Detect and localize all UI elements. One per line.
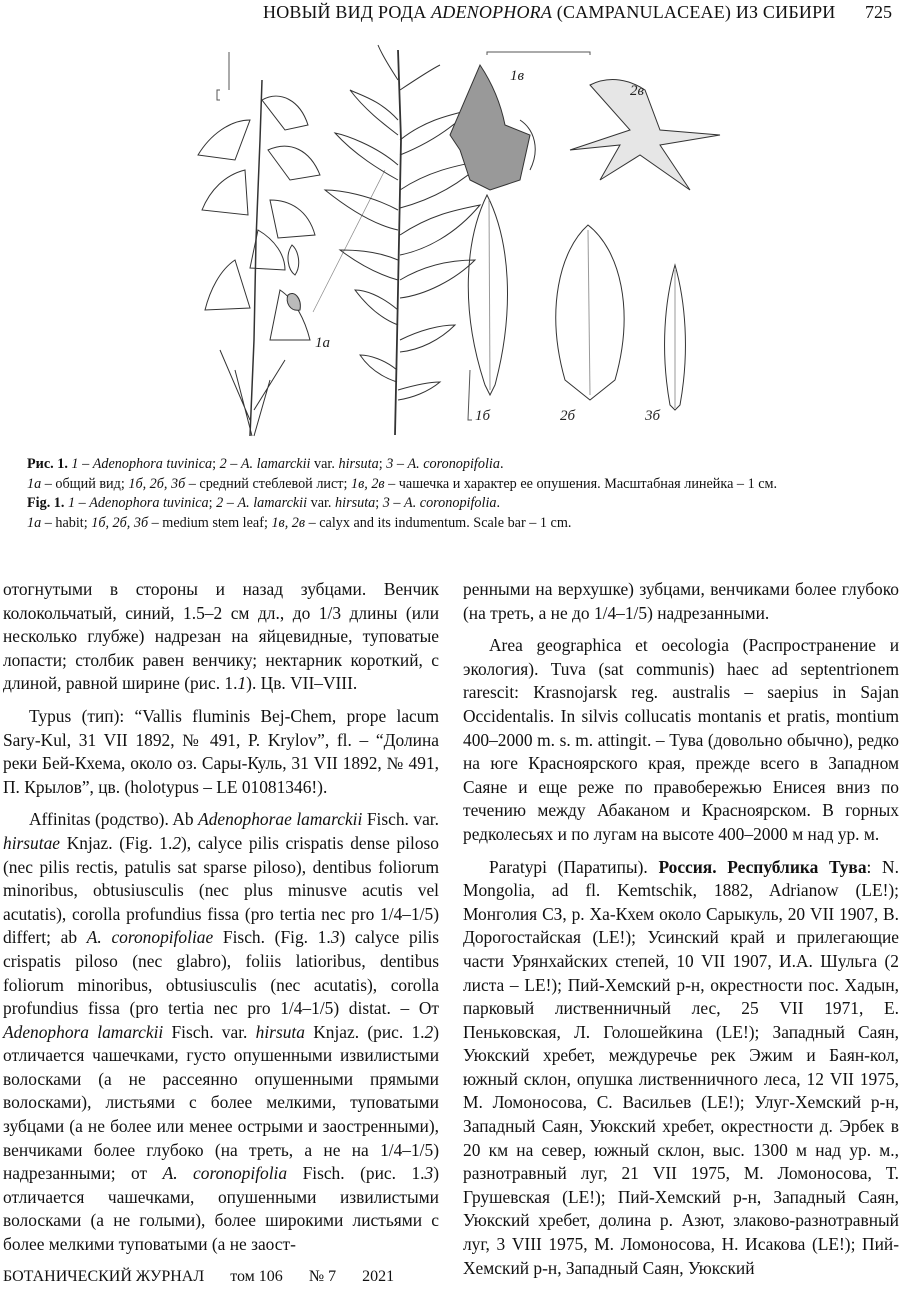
label-1b: 1б [475, 408, 491, 424]
paragraph-text: : N. Mongolia, ad fl. Kemtschik, 1882, Adrianow (LE!); Монголия СЗ, р. Ха-Кхем около Сарыкуль, 20 VII 1907, В. Дорогостайская (LE!); Усинский край и прилегающие части Урянхайских степей, 10 VII 1907, И.А. Шульга (2 листа – LE!); Пий-Хемский р-н, окрестности пос. Хадын, парковый лиственничный лес, 25 VII 1971, Е. Пеньковская, Л. Голошейкина (LE!); Западный Саян, Уюкский хребет, междуречье рек Эжим и Баян-кол, южный склон, опушка лиственничного леса, 12 VII 1975, М. Ломоносова, С. Васильев (LE!); Улуг-Хемский р-н, Западный Саян, Уюкский хребет, окрестности д. Эрбек в 20 км на север, южный склон, выс. 1300 м над ур. м., разнотравный луг, 21 VII 1975, М. Ломоносова, Т. Грушевская (LE!); Пий-Хемский р-н, Западный Саян, Уюкский хребет, долина р. Азют, злаково-разнотравный луг, 3 VIII 1975, М. Ломоносова, Н. Исакова (LE!); Пий-Хемский р-н, Западный Саян, Уюкский [463, 856, 899, 1278]
label-2b: 2б [560, 408, 576, 424]
caption-num: 1 [67, 495, 76, 511]
caption-species: hirsuta [335, 495, 376, 511]
paragraph-text: Fisch. (Fig. 1. [213, 927, 331, 948]
caption-num: 2 [219, 456, 227, 472]
paragraph-text: ) отличается чашечками, густо опушенными извилистыми волосками (а не рассеянно опушенными прямыми волосками), листьями с более мелкими, туповатыми зубцами (а не более или менее острыми и заостренными), венчиками более глубоко (на треть, а не на 1/4–1/5) надрезанными; от [3, 1021, 439, 1184]
figure-ref: 1 [237, 673, 247, 694]
caption-ru-details [27, 475, 877, 495]
plant-2-stem-drawing [325, 45, 485, 435]
caption-species: A. lamarckii [237, 495, 308, 511]
paragraph-text: отогнутыми в стороны и назад зубцами. Венчик колокольчатый, синий, 1.5–2 см дл., до 1/3 длины (или несколько глубже) надрезан на яйцевидные, туповатые лопасти; столбик равен венчику; нектарник короткий, с длиной, равной ширине (рис. 1. [3, 579, 439, 694]
plant-1a-drawing [198, 52, 385, 436]
running-title-pre: НОВЫЙ ВИД РОДА [263, 2, 432, 22]
species-name: A. coronopifoliae [86, 927, 214, 948]
caption-key: 1в, 2в [271, 514, 306, 531]
caption-species: A. coronopifolia [407, 456, 500, 472]
caption-text: – общий вид; [41, 475, 129, 492]
figure-ref: 2 [424, 1021, 434, 1042]
leaf-1b-drawing [468, 195, 507, 420]
caption-num: 3 [386, 456, 394, 472]
caption-key: 1б, 2б, 3б [91, 514, 149, 531]
paragraph-text: ). Цв. VII–VIII. [246, 673, 358, 694]
region-heading: Россия. Республика Тува [658, 856, 867, 877]
species-name: Adenophora lamarckii [3, 1021, 164, 1042]
caption-text: – calyx and its indumentum. Scale bar – 1 cm. [305, 514, 572, 531]
paragraph-text: ) отличается чашечками, опушенными извилистыми волосками (а не голыми), более широкими листьями с более мелкими туповатыми (а не заост- [3, 1163, 439, 1255]
caption-key: 1б, 2б, 3б [128, 475, 186, 492]
caption-species: A. coronopifolia [404, 495, 497, 511]
caption-species: hirsuta [338, 456, 379, 472]
journal-name: БОТАНИЧЕСКИЙ ЖУРНАЛ [3, 1268, 205, 1285]
caption-var: var. [314, 456, 335, 472]
running-title [263, 2, 836, 23]
caption-ru-title: Рис. 1. 1 – Adenophora tuvinica; 2 – A. lamarckii var. hirsuta; 3 – A. coronopifolia. [27, 456, 504, 472]
leaf-2b-drawing [556, 225, 624, 400]
paragraph-text: ) calyce pilis crispatis piloso (nec glabro), foliis latioribus, dentibus foliorum minoribus, obtusiusculis (nec acutatis), corolla profundius fissa (pro tertia nec pro 1/4–1/5) distat. – От [3, 927, 439, 1019]
paragraph-text: Fisch. (рис. 1. [287, 1163, 425, 1184]
caption-var: var. [310, 495, 332, 511]
species-name: A. coronopifolia [162, 1163, 288, 1184]
running-head [0, 2, 900, 26]
label-2v: 2в [630, 83, 645, 99]
caption-text: – средний стеблевой лист; [185, 475, 351, 492]
page-footer [3, 1268, 416, 1286]
caption-num: 1 [71, 456, 79, 472]
journal-year: 2021 [362, 1268, 395, 1285]
paragraph-affinitas [3, 808, 439, 1256]
right-column [463, 578, 899, 1289]
label-1a: 1а [315, 335, 330, 351]
species-name: hirsutae [3, 832, 61, 853]
caption-en-title: Fig. 1. 1 – Adenophora tuvinica; 2 – A. lamarckii var. hirsuta; 3 – A. coronopifolia. [27, 495, 501, 511]
species-name: Adenophorae lamarckii [198, 809, 363, 830]
caption-ru-lead: Рис. 1. [27, 456, 68, 472]
figure-ref: 2 [172, 832, 182, 853]
paragraph-typus: Typus (тип): “Vallis fluminis Bej-Chem, prope lacum Sary-Kul, 31 VII 1892, № 491, P. Krylov”, fl. – “Долина реки Бей-Кхема, около оз. Сары-Куль, 31 VII 1892, № 491, П. Крылов”, цв. (holotypus – LE 01081346!). [3, 705, 439, 797]
caption-num: 2 [216, 495, 224, 511]
caption-num: 3 [382, 495, 390, 511]
journal-issue: № 7 [308, 1268, 337, 1285]
left-column [3, 578, 439, 1266]
figure-drawing [190, 40, 730, 440]
running-title-genus: ADENOPHORA [431, 2, 553, 22]
caption-text: – чашечка и характер ее опушения. Масштабная линейка – 1 см. [384, 475, 778, 492]
figure-caption [27, 455, 877, 533]
botanical-figure [190, 40, 730, 440]
leaf-3b-drawing [665, 265, 686, 410]
label-3b: 3б [645, 408, 661, 424]
caption-en-lead: Fig. 1. [27, 495, 65, 511]
caption-text: – medium stem leaf; [148, 514, 272, 531]
caption-key: 1а [27, 514, 42, 531]
paragraph-description [3, 578, 439, 696]
running-title-post: (CAMPANULACEAE) ИЗ СИБИРИ [552, 2, 836, 22]
caption-key: 1в, 2в [350, 475, 385, 492]
caption-text: – habit; [41, 514, 92, 531]
figure-ref: 3 [424, 1163, 434, 1184]
paragraph-text: Affinitas (родство). Ab [29, 809, 199, 830]
figure-ref: 3 [330, 927, 340, 948]
label-1v: 1в [510, 68, 525, 84]
caption-key: 1а [27, 475, 42, 492]
species-name: hirsuta [255, 1021, 305, 1042]
caption-species: A. lamarckii [240, 456, 311, 472]
calyx-2v-drawing [570, 80, 720, 190]
paragraph-text: Knjaz. (Fig. 1. [60, 832, 173, 853]
paragraph-text: ), calyce pilis crispatis dense piloso (nec pilis rectis, patulis sat sparse piloso), dentibus foliorum minoribus, obtusiusculis (nec plus minusve acutis vel acutatis), corolla profundius fissa (pro tertia nec pro 1/4–1/5) differt; ab [3, 832, 439, 948]
caption-en-details [27, 514, 877, 534]
caption-species: Adenophora tuvinica [92, 456, 213, 472]
page-number: 725 [865, 2, 892, 22]
paragraph-text: Fisch. var. [163, 1021, 256, 1042]
paragraph-text: Paratypi (Паратипы). [489, 856, 659, 877]
paragraph-continuation: ренными на верхушке) зубцами, венчиками более глубоко (на треть, а не до 1/4–1/5) надрезанными. [463, 579, 899, 623]
paragraph-text: Fisch. var. [362, 809, 439, 830]
caption-species: Adenophora tuvinica [89, 495, 209, 511]
paragraph-text: Knjaz. (рис. 1. [304, 1021, 425, 1042]
journal-volume: том 106 [230, 1268, 283, 1285]
paragraph-distribution: Area geographica et oecologia (Распространение и экология). Tuva (sat communis) haec ad septentrionem rarescit: Krasnojarsk reg. australis – saepius in Sajan Occidentalis. In silvis collucatis montanis et pratis, montium 400–2000 m. s. m. attingit. – Тува (довольно обычно), редко на юге Красноярского края, прежде всего в Западном Саяне и еще реже по правобережью Енисея вниз по течению между Абаканом и Красноярском. В горных редколесьях и по лугам на высоте 400–2000 м над ур. м. [463, 635, 899, 844]
paragraph-paratypes [463, 856, 899, 1281]
